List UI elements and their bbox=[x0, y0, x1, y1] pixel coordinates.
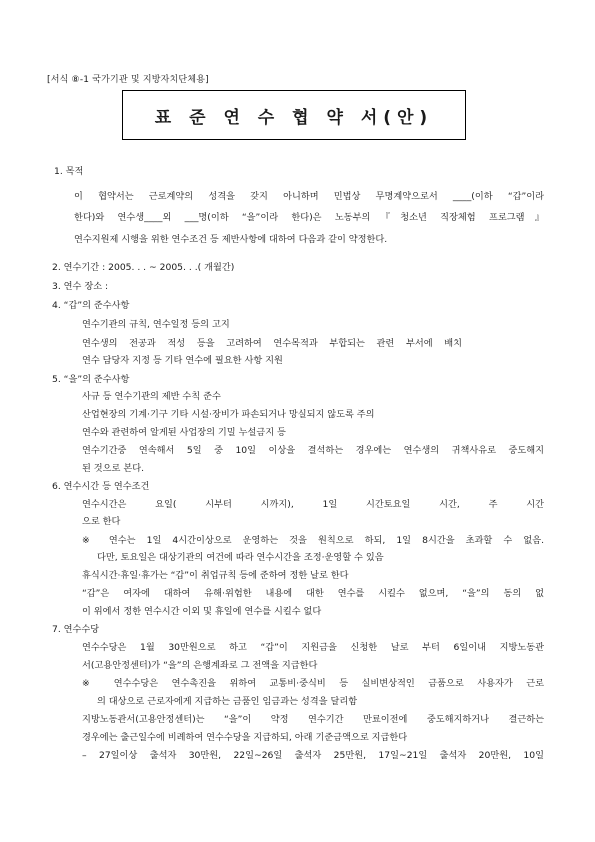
body-line: 한다)와 연수생____외 ___명(이하 “을”이라 한다)은 노동부의『청소년 직장체험 프로그램』 bbox=[74, 212, 544, 223]
body-line: 이 위에서 정한 연수시간 이외 및 휴일에 연수를 시킬수 없다 bbox=[82, 606, 322, 617]
body-line: 5. “을”의 준수사항 bbox=[52, 374, 130, 385]
body-line: ※ 연수는 1일 4시간이상으로 운영하는 것을 원칙으로 하되, 1일 8시간을 초과할 수 없음. bbox=[82, 535, 544, 546]
body-line: 연수지원제 시행을 위한 연수조건 등 제반사항에 대하여 다음과 같이 약정한다. bbox=[74, 234, 388, 245]
body-line: 7. 연수수당 bbox=[52, 624, 100, 635]
body-line: 산업현장의 기계·기구 기타 시설·장비가 파손되거나 망실되지 않도록 주의 bbox=[82, 409, 375, 420]
body-line: 으로 한다 bbox=[82, 516, 121, 527]
body-line: 연수수당은 1월 30만원으로 하고 “갑”이 지원금을 신청한 날로 부터 6일이내 지방노동관 bbox=[82, 642, 544, 653]
body-line: “갑”은 여자에 대하여 유해·위험한 내용에 대한 연수를 시킬수 없으며, “을”의 동의 없 bbox=[82, 588, 544, 599]
body-line: 서(고용안정센터)가 “을”의 은행계좌로 그 전액을 지급한다 bbox=[82, 660, 318, 671]
body-line: 연수생의 전공과 적성 등을 고려하여 연수목적과 부합되는 관련 부서에 배치 bbox=[82, 338, 462, 349]
body-line: 이 협약서는 근로계약의 성격을 갖지 아니하며 민법상 무명계약으로서 ____(이하 “갑”이라 bbox=[74, 191, 544, 202]
body-line: 지방노동관서(고용안정센터)는 “을”이 약정 연수기간 만료이전에 중도해지하거나 결근하는 bbox=[82, 714, 544, 725]
body-line: 3. 연수 장소 : bbox=[52, 281, 109, 292]
body-line: 연수와 관련하여 알게된 사업장의 기밀 누설금지 등 bbox=[82, 427, 286, 438]
body-line: ※ 연수수당은 연수촉진을 위하여 교통비·중식비 등 실비변상적인 금품으로 사용자가 근로 bbox=[82, 678, 544, 689]
body-line: 사규 등 연수기관의 제반 수칙 준수 bbox=[82, 391, 221, 402]
body-line: 1. 목적 bbox=[54, 166, 84, 177]
body-line: – 27일이상 출석자 30만원, 22일~26일 출석자 25만원, 17일~21일 출석자 20만원, 10일 bbox=[82, 750, 544, 761]
body-line: 휴식시간·휴일·휴가는 “갑”이 취업규칙 등에 준하여 정한 날로 한다 bbox=[82, 570, 349, 581]
body-line: 경우에는 출근일수에 비례하여 연수수당을 지급하되, 아래 기준금액으로 지급한다 bbox=[82, 732, 408, 743]
body-line: 연수시간은 요일( 시부터 시까지), 1일 시간토요일 시간, 주 시간 bbox=[82, 499, 544, 510]
body-line: 연수 담당자 지정 등 기타 연수에 필요한 사항 지원 bbox=[82, 355, 283, 366]
body-line: 다만, 토요일은 대상기관의 여건에 따라 연수시간을 조정·운영할 수 있음 bbox=[97, 552, 384, 563]
form-number-tag: [서식 ⑧-1 국가기관 및 지방자치단체용] bbox=[47, 75, 209, 85]
body-line: 6. 연수시간 등 연수조건 bbox=[52, 481, 150, 492]
document-title: 표 준 연 수 협 약 서(안) bbox=[154, 107, 434, 128]
body-line: 의 대상으로 근로자에게 지급하는 금품인 임금과는 성격을 달리함 bbox=[97, 696, 358, 707]
body-line: 2. 연수기간 : 2005. . . ~ 2005. . .( 개월간) bbox=[52, 262, 235, 273]
body-line: 4. “갑”의 준수사항 bbox=[52, 300, 130, 311]
body-line: 연수기관의 규칙, 연수일정 등의 고지 bbox=[82, 319, 230, 330]
body-line: 된 것으로 본다. bbox=[82, 463, 145, 474]
body-line: 연수기간중 연속해서 5일 중 10일 이상을 결석하는 경우에는 연수생의 귀책사유로 중도해지 bbox=[82, 445, 544, 456]
title-box bbox=[122, 90, 466, 140]
